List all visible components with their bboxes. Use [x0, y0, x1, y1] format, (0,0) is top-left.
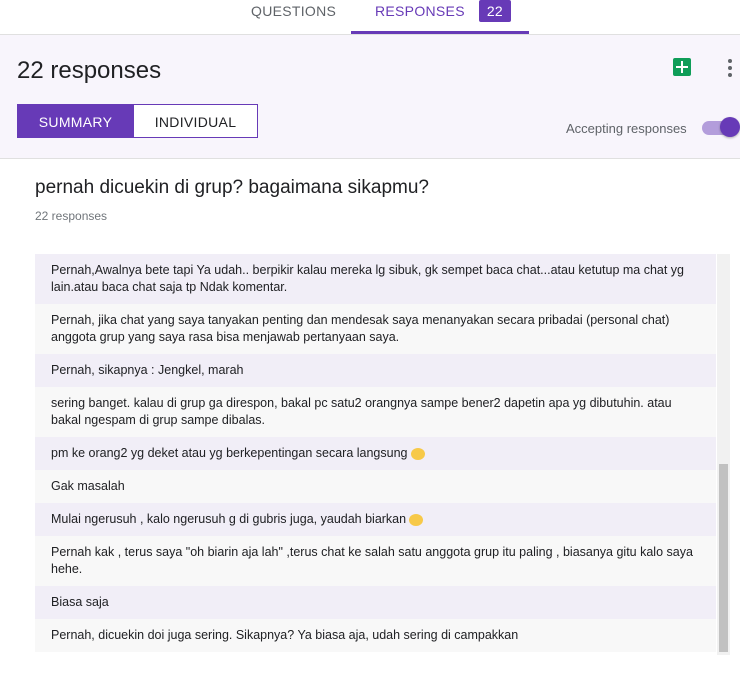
response-text: Pernah, sikapnya : Jengkel, marah [51, 363, 244, 377]
view-toggle [17, 104, 258, 138]
page-title: 22 responses [17, 57, 162, 84]
toggle-thumb [720, 117, 740, 137]
smiling-face-icon [411, 448, 425, 460]
response-list [35, 254, 730, 655]
response-items [35, 254, 716, 652]
responses-header [0, 34, 740, 159]
tab-responses-label: RESPONSES [375, 3, 465, 19]
response-item [35, 470, 716, 503]
laughing-tears-icon [409, 514, 423, 526]
response-item [35, 536, 716, 586]
accepting-responses-label: Accepting responses [566, 121, 687, 136]
response-text: Gak masalah [51, 479, 125, 493]
response-item [35, 503, 716, 536]
google-sheets-icon[interactable] [673, 58, 691, 76]
response-text: Pernah kak , terus saya "oh biarin aja lah" ,terus chat ke salah satu anggota grup itu paling , biasanya gitu kalo saya hehe. [51, 545, 693, 576]
scrollbar-thumb[interactable] [719, 464, 728, 652]
response-text: Pernah, dicuekin doi juga sering. Sikapnya? Ya biasa aja, udah sering di campakkan [51, 628, 519, 642]
tab-questions[interactable]: QUESTIONS [251, 3, 337, 19]
response-item [35, 387, 716, 437]
response-item [35, 304, 716, 354]
response-text: pm ke orang2 yg deket atau yg berkepentingan secara langsung [51, 446, 408, 460]
response-text: sering banget. kalau di grup ga direspon, bakal pc satu2 orangnya sampe bener2 dapetin apa yg dibutuhin. atau bakal ngespam di grup sampe dibalas. [51, 396, 672, 427]
response-text: Biasa saja [51, 595, 109, 609]
response-item [35, 354, 716, 387]
response-item [35, 437, 716, 470]
tab-responses[interactable] [351, 0, 529, 34]
summary-button[interactable]: SUMMARY [17, 104, 134, 138]
response-item [35, 619, 716, 652]
question-title: pernah dicuekin di grup? bagaimana sikapmu? [35, 177, 429, 198]
response-item [35, 254, 716, 304]
more-options-icon[interactable] [728, 59, 732, 77]
question-response-count: 22 responses [35, 209, 108, 223]
individual-button[interactable]: INDIVIDUAL [134, 104, 258, 138]
response-text: Pernah,Awalnya bete tapi Ya udah.. berpikir kalau mereka lg sibuk, gk sempet baca chat...atau ketutup ma chat yg lain.atau baca chat saja tp Ndak komentar. [51, 263, 685, 294]
response-text: Mulai ngerusuh , kalo ngerusuh g di gubris juga, yaudah biarkan [51, 512, 407, 526]
scrollbar[interactable] [717, 254, 730, 655]
response-text: Pernah, jika chat yang saya tanyakan penting dan mendesak saya menanyakan secara pribadai (personal chat) anggota grup yang saya rasa bisa menjawab pertanyaan saya. [51, 313, 670, 344]
responses-count-badge: 22 [479, 0, 511, 22]
accepting-responses-toggle[interactable] [702, 119, 740, 137]
top-tabs [0, 0, 740, 34]
response-item [35, 586, 716, 619]
